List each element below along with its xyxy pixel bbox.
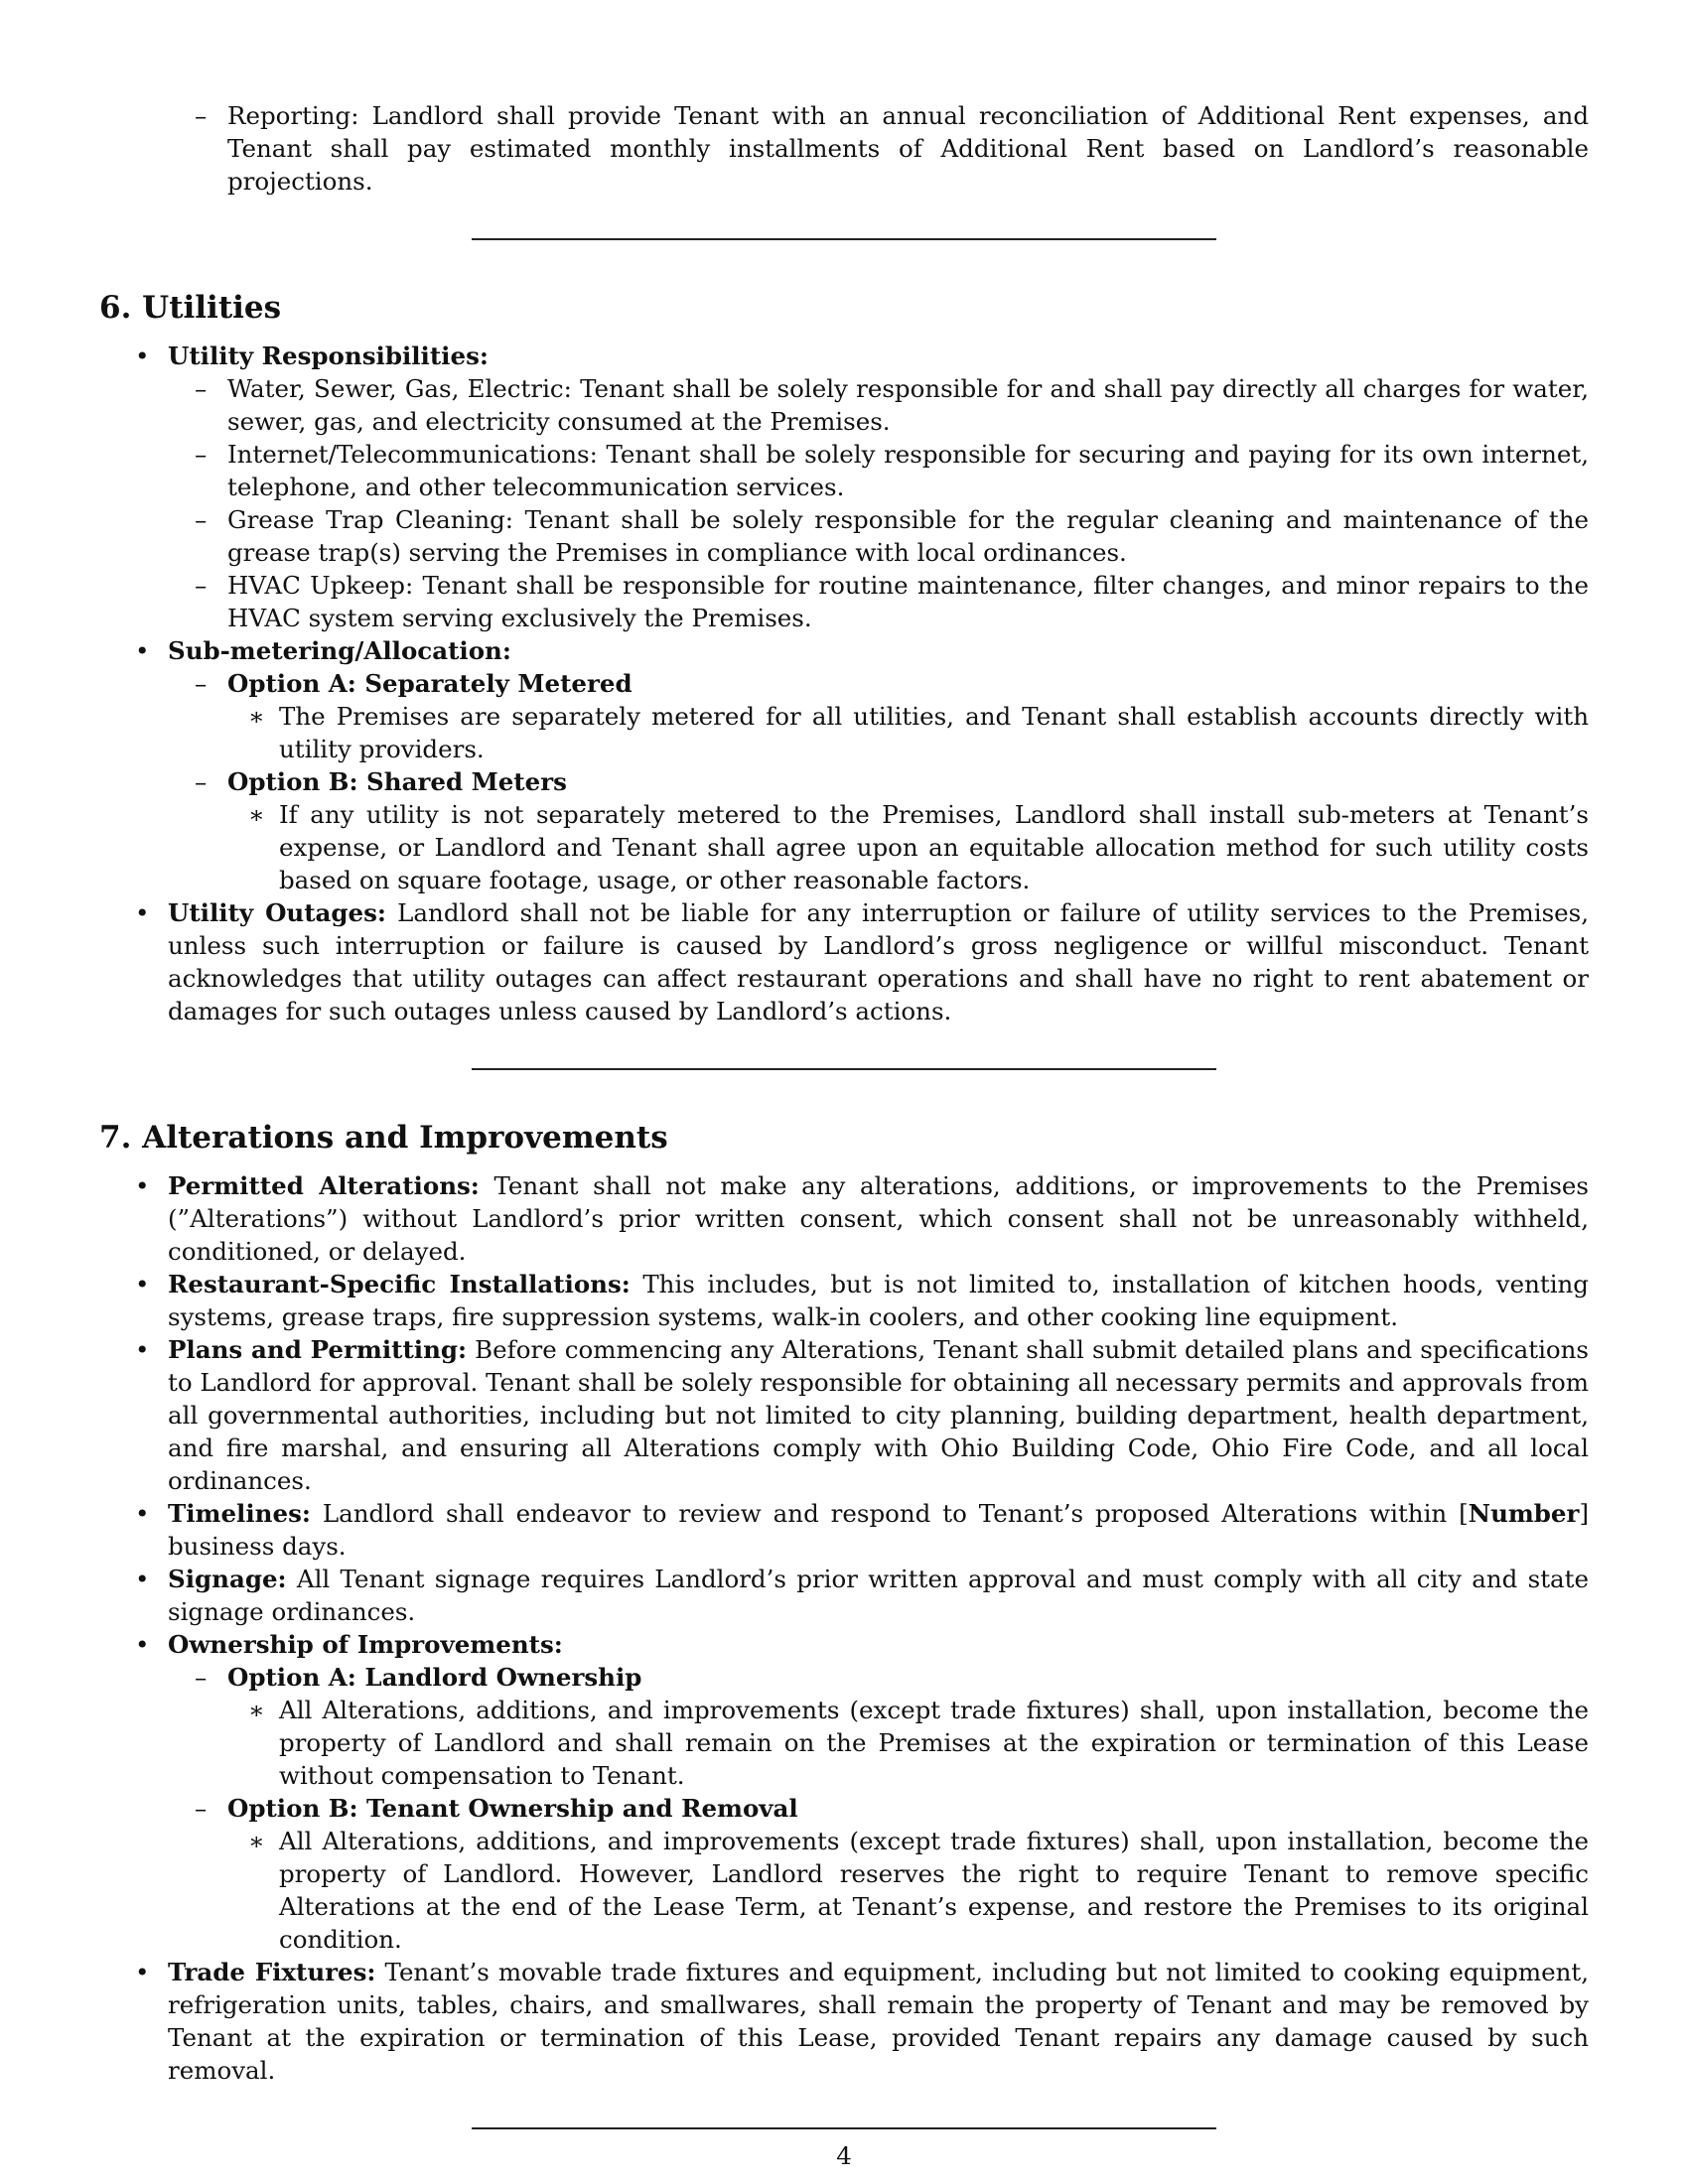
timelines-text-before: Landlord shall endeavor to review and respond to Tenant’s proposed Alterations within [ <box>310 1499 1469 1528</box>
bullet-marker: • <box>135 1565 150 1593</box>
plans-permitting-text: Before commencing any Alterations, Tenant shall submit detailed plans and specifications to Landlord for approval. Tenant shall be solely responsible for obtaining all necessary permits and approvals from all governmental authorities, including but not limited to city planning, building department, health department, and fire marshal, and ensuring all Alterations comply with Ohio Building Code, Ohio Fire Code, and all local ordinances. <box>168 1335 1590 1495</box>
list-item <box>99 1694 1589 1792</box>
dash-marker: – <box>195 374 208 403</box>
dash-marker: – <box>195 571 208 600</box>
list-item <box>99 503 1589 569</box>
list-item <box>99 765 1589 798</box>
dash-marker: – <box>195 1794 208 1823</box>
section-6-heading: 6. Utilities <box>99 290 282 326</box>
number-placeholder: Number <box>1468 1499 1580 1528</box>
bullet-marker: • <box>135 1499 150 1528</box>
asterisk-marker: ∗ <box>248 800 265 829</box>
trade-fixtures-label: Trade Fixtures: <box>168 1958 376 1986</box>
submetering-label: Sub-metering/Allocation: <box>168 636 511 665</box>
permitted-alterations-label: Permitted Alterations: <box>168 1171 480 1200</box>
utility-outages-text: Landlord shall not be liable for any interruption or failure of utility services to the Premises, unless such interruption or failure is caused by Landlord’s gross negligence or willful misconduct. Tenant acknowledges that utility outages can affect restaurant operations and shall have no right to rent abatement or damages for such outages unless caused by Landlord’s actions. <box>168 898 1589 1025</box>
restaurant-installations-label: Restaurant-Specific Installations: <box>168 1270 631 1298</box>
permitted-alterations-text: Tenant shall not make any alterations, additions, or improvements to the Premises (”Alterations”) without Landlord’s prior written consent, which consent shall not be unreasonably withheld, conditioned, or delayed. <box>168 1171 1589 1266</box>
restaurant-installations-text: This includes, but is not limited to, installation of kitchen hoods, venting systems, grease traps, fire suppression systems, walk-in coolers, and other cooking line equipment. <box>168 1270 1589 1331</box>
section-7-heading: 7. Alterations and Improvements <box>99 1120 668 1156</box>
timelines-text-after: ] business days. <box>168 1499 1589 1561</box>
bullet-marker: • <box>135 1630 150 1659</box>
list-item <box>99 1825 1589 1956</box>
trade-fixtures-text: Tenant’s movable trade fixtures and equipment, including but not limited to cooking equipment, refrigeration units, tables, chairs, and smallwares, shall remain the property of Tenant and may be removed by Tenant at the expiration or termination of this Lease, provided Tenant repairs any damage caused by such removal. <box>168 1958 1590 2085</box>
reporting-text: Reporting: Landlord shall provide Tenant with an annual reconciliation of Additional Rent expenses, and Tenant shall pay estimated monthly installments of Additional Rent based on Landlord’s reasonable projections. <box>227 101 1589 196</box>
page-content <box>99 0 1589 2129</box>
bullet-marker: • <box>135 1270 150 1298</box>
reporting-list <box>99 99 1589 198</box>
section-6-list <box>99 340 1589 1027</box>
timelines-label: Timelines: <box>168 1499 311 1528</box>
ownership-option-b-text: All Alterations, additions, and improvements (except trade fixtures) shall, upon installation, become the property of Landlord. However, Landlord reserves the right to require Tenant to remove specific Alterations at the end of the Lease Term, at Tenant’s expense, and restore the Premises to its original condition. <box>279 1827 1589 1954</box>
list-item <box>99 1956 1589 2087</box>
utility-responsibilities-label: Utility Responsibilities: <box>168 341 489 370</box>
dash-marker: – <box>195 669 208 698</box>
list-item <box>99 1333 1589 1497</box>
list-item <box>99 1169 1589 1268</box>
submetering-option-b-text: If any utility is not separately metered to the Premises, Landlord shall install sub-meters at Tenant’s expense, or Landlord and Tenant shall agree upon an equitable allocation method for such utility costs based on square footage, usage, or other reasonable factors. <box>279 800 1589 894</box>
asterisk-marker: ∗ <box>248 1696 265 1724</box>
bullet-marker: • <box>135 341 150 370</box>
list-item <box>99 700 1589 765</box>
bullet-marker: • <box>135 1171 150 1200</box>
list-item <box>99 99 1589 198</box>
section-divider <box>472 2127 1216 2129</box>
ownership-option-a-label: Option A: Landlord Ownership <box>227 1663 642 1692</box>
utility-water-text: Water, Sewer, Gas, Electric: Tenant shall be solely responsible for and shall pay directly all charges for water, sewer, gas, and electricity consumed at the Premises. <box>227 374 1589 436</box>
list-item <box>99 1792 1589 1825</box>
bullet-marker: • <box>135 898 150 927</box>
dash-marker: – <box>195 767 208 796</box>
signage-text: All Tenant signage requires Landlord’s prior written approval and must comply with all city and state signage ordinances. <box>168 1565 1589 1626</box>
ownership-label: Ownership of Improvements: <box>168 1630 563 1659</box>
asterisk-marker: ∗ <box>248 702 265 731</box>
submetering-option-b-label: Option B: Shared Meters <box>227 767 567 796</box>
signage-label: Signage: <box>168 1565 287 1593</box>
list-item <box>99 569 1589 634</box>
plans-permitting-label: Plans and Permitting: <box>168 1335 468 1364</box>
utility-grease-text: Grease Trap Cleaning: Tenant shall be solely responsible for the regular cleaning and maintenance of the grease trap(s) serving the Premises in compliance with local ordinances. <box>227 505 1589 567</box>
ownership-option-a-text: All Alterations, additions, and improvements (except trade fixtures) shall, upon installation, become the property of Landlord and shall remain on the Premises at the expiration or termination of this Lease without compensation to Tenant. <box>279 1696 1589 1790</box>
utility-internet-text: Internet/Telecommunications: Tenant shall be solely responsible for securing and paying for its own internet, telephone, and other telecommunication services. <box>227 440 1589 501</box>
list-item <box>99 798 1589 896</box>
dash-marker: – <box>195 505 208 534</box>
section-divider <box>472 238 1216 240</box>
submetering-option-a-label: Option A: Separately Metered <box>227 669 633 698</box>
list-item <box>99 372 1589 438</box>
section-divider <box>472 1068 1216 1070</box>
dash-marker: – <box>195 440 208 469</box>
section-7-list <box>99 1169 1589 2087</box>
list-item <box>99 1268 1589 1333</box>
list-item <box>99 896 1589 1027</box>
utility-outages-label: Utility Outages: <box>168 898 386 927</box>
list-item <box>99 438 1589 503</box>
bullet-marker: • <box>135 636 150 665</box>
list-item <box>99 1563 1589 1628</box>
utility-hvac-text: HVAC Upkeep: Tenant shall be responsible for routine maintenance, filter changes, and minor repairs to the HVAC system serving exclusively the Premises. <box>227 571 1589 632</box>
dash-marker: – <box>195 1663 208 1692</box>
bullet-marker: • <box>135 1958 150 1986</box>
list-item <box>99 634 1589 667</box>
list-item <box>99 1628 1589 1661</box>
list-item <box>99 1661 1589 1694</box>
asterisk-marker: ∗ <box>248 1827 265 1855</box>
submetering-option-a-text: The Premises are separately metered for all utilities, and Tenant shall establish accounts directly with utility providers. <box>279 702 1589 763</box>
list-item <box>99 340 1589 372</box>
ownership-option-b-label: Option B: Tenant Ownership and Removal <box>227 1794 798 1823</box>
dash-marker: – <box>195 101 208 130</box>
page-number: 4 <box>836 2141 852 2170</box>
list-item <box>99 1497 1589 1563</box>
list-item <box>99 667 1589 700</box>
bullet-marker: • <box>135 1335 150 1364</box>
